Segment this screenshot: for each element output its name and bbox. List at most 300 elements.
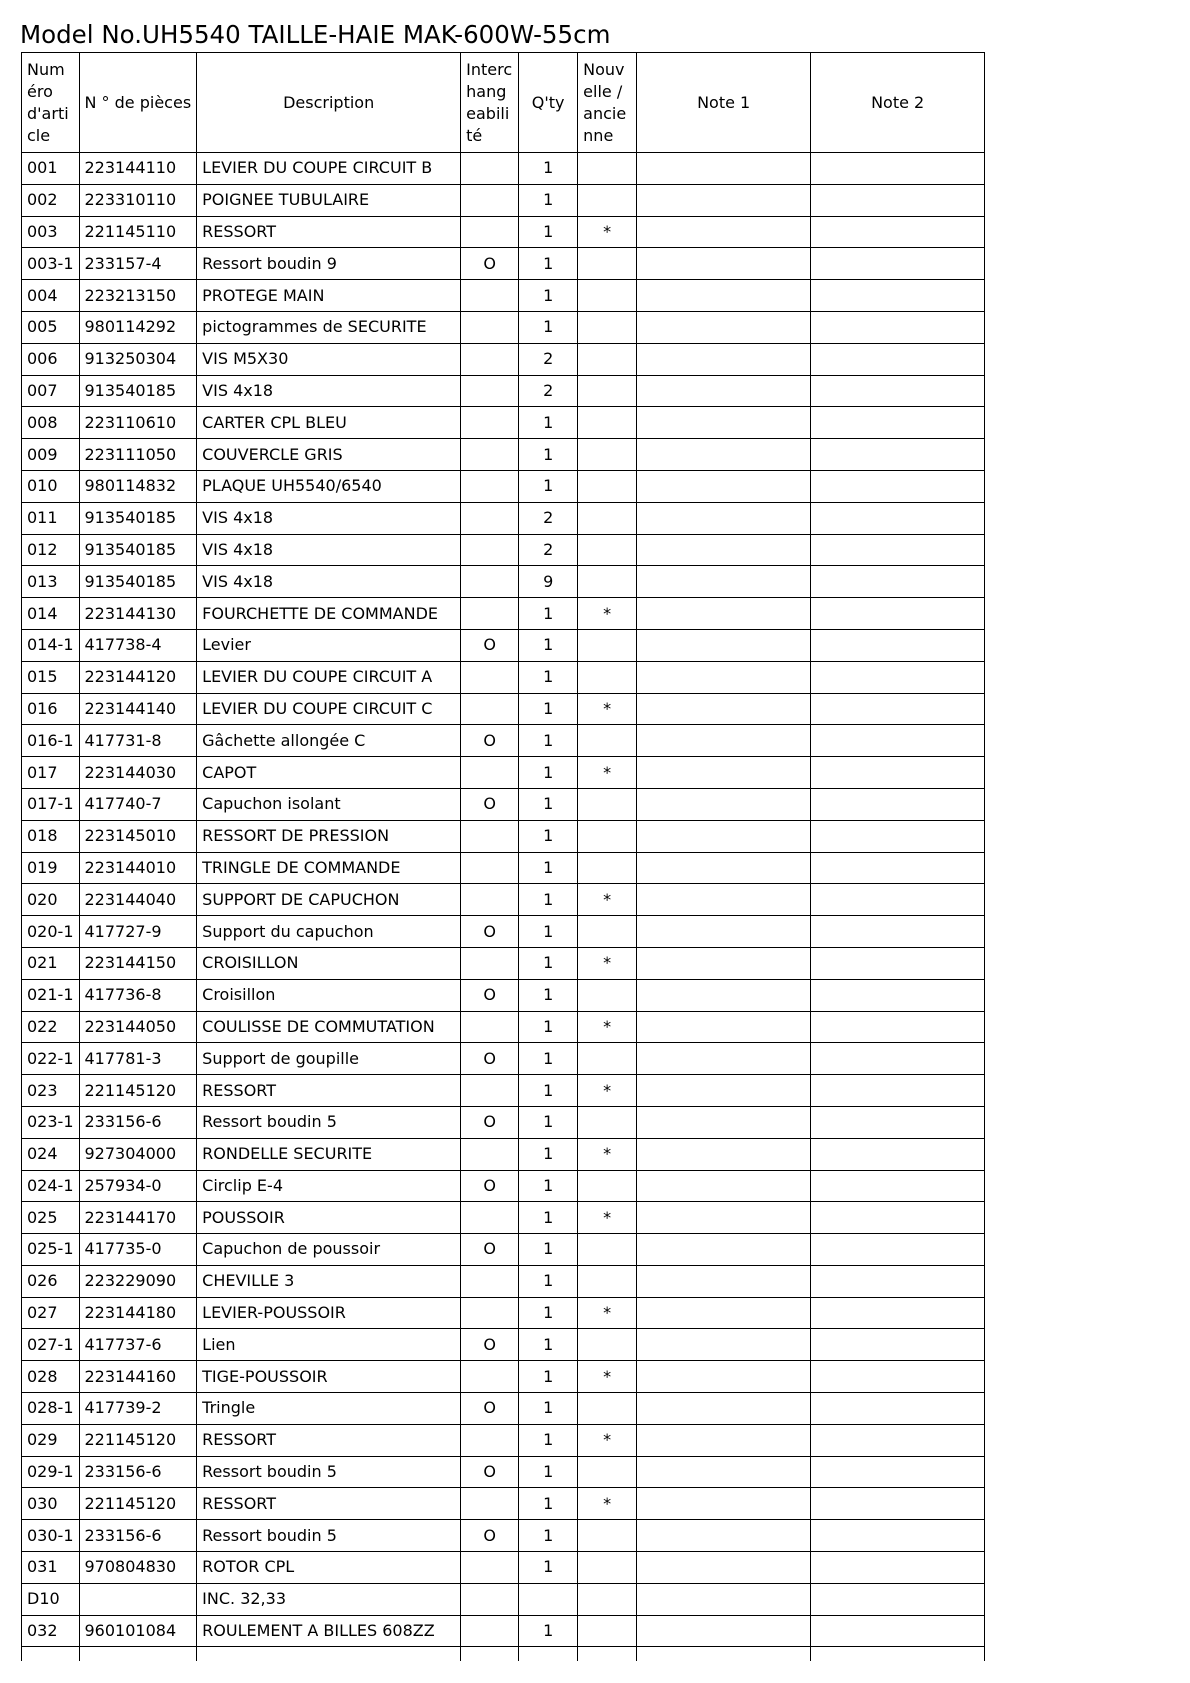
note-2-cell [811,1138,985,1170]
table-row [22,407,985,439]
table-row [22,280,985,312]
part-number-cell: 223213150 [79,280,197,312]
note-1-cell [637,1075,811,1107]
parts-table-body [22,153,985,1662]
part-number-cell: 223144160 [79,1361,197,1393]
item-number-cell: 006 [22,343,80,375]
empty-cell [519,1647,578,1662]
note-1-cell [637,1488,811,1520]
item-number-cell: 013 [22,566,80,598]
description-cell: Capuchon isolant [197,788,461,820]
note-1-cell [637,375,811,407]
part-number-cell: 913540185 [79,566,197,598]
quantity-cell: 1 [519,979,578,1011]
table-row [22,566,985,598]
interchangeability-cell: O [461,629,519,661]
new-old-cell [578,566,637,598]
part-number-cell: 970804830 [79,1552,197,1584]
quantity-cell: 1 [519,1106,578,1138]
quantity-cell: 1 [519,1361,578,1393]
quantity-cell: 1 [519,1552,578,1584]
interchangeability-cell [461,184,519,216]
part-number-cell: 223111050 [79,439,197,471]
description-cell: CROISILLON [197,947,461,979]
note-1-cell [637,1106,811,1138]
table-row [22,1234,985,1266]
note-2-cell [811,343,985,375]
note-2-cell [811,820,985,852]
note-2-cell [811,598,985,630]
note-1-cell [637,947,811,979]
table-row [22,693,985,725]
part-number-cell: 223144180 [79,1297,197,1329]
interchangeability-cell: O [461,1456,519,1488]
note-2-cell [811,1202,985,1234]
description-cell: Lien [197,1329,461,1361]
description-cell: CHEVILLE 3 [197,1265,461,1297]
note-2-cell [811,1297,985,1329]
note-2-cell [811,566,985,598]
item-number-cell: 020 [22,884,80,916]
interchangeability-cell: O [461,1170,519,1202]
interchangeability-cell [461,407,519,439]
description-cell: Support du capuchon [197,916,461,948]
quantity-cell: 1 [519,757,578,789]
quantity-cell: 1 [519,820,578,852]
description-cell: LEVIER DU COUPE CIRCUIT A [197,661,461,693]
description-cell: Ressort boudin 9 [197,248,461,280]
note-1-cell [637,1043,811,1075]
interchangeability-cell [461,852,519,884]
quantity-cell: 1 [519,598,578,630]
table-row [22,788,985,820]
note-2-cell [811,1583,985,1615]
table-row [22,1552,985,1584]
note-2-cell [811,629,985,661]
interchangeability-cell [461,216,519,248]
description-cell: TRINGLE DE COMMANDE [197,852,461,884]
note-1-cell [637,470,811,502]
note-1-cell [637,1138,811,1170]
note-2-cell [811,788,985,820]
description-cell: LEVIER-POUSSOIR [197,1297,461,1329]
note-2-cell [811,725,985,757]
table-row [22,629,985,661]
item-number-cell: 021 [22,947,80,979]
new-old-cell [578,280,637,312]
part-number-cell: 913540185 [79,375,197,407]
new-old-cell [578,1106,637,1138]
header-qty: Q'ty [519,53,578,153]
note-2-cell [811,1106,985,1138]
item-number-cell: 024 [22,1138,80,1170]
note-1-cell [637,1615,811,1647]
table-row [22,375,985,407]
description-cell: LEVIER DU COUPE CIRCUIT B [197,153,461,185]
interchangeability-cell: O [461,1393,519,1425]
item-number-cell: 027-1 [22,1329,80,1361]
description-cell: COULISSE DE COMMUTATION [197,1011,461,1043]
table-row [22,343,985,375]
table-row [22,1361,985,1393]
empty-cell [79,1647,197,1662]
part-number-cell: 223144120 [79,661,197,693]
new-old-cell [578,1234,637,1266]
quantity-cell: 2 [519,534,578,566]
item-number-cell: 029 [22,1424,80,1456]
quantity-cell: 1 [519,1138,578,1170]
interchangeability-cell [461,661,519,693]
table-row [22,1329,985,1361]
note-2-cell [811,248,985,280]
table-row [22,534,985,566]
part-number-cell: 223145010 [79,820,197,852]
description-cell: COUVERCLE GRIS [197,439,461,471]
item-number-cell: 019 [22,852,80,884]
interchangeability-cell [461,1615,519,1647]
part-number-cell: 221145120 [79,1488,197,1520]
part-number-cell: 960101084 [79,1615,197,1647]
new-old-cell [578,343,637,375]
quantity-cell: 1 [519,1043,578,1075]
table-row [22,1615,985,1647]
new-old-cell [578,788,637,820]
header-row [22,53,985,153]
new-old-cell: * [578,1138,637,1170]
note-2-cell [811,184,985,216]
table-row [22,979,985,1011]
interchangeability-cell [461,598,519,630]
interchangeability-cell [461,1552,519,1584]
note-1-cell [637,693,811,725]
item-number-cell: 011 [22,502,80,534]
item-number-cell: 030-1 [22,1520,80,1552]
quantity-cell [519,1583,578,1615]
empty-cell [461,1647,519,1662]
table-row [22,852,985,884]
note-2-cell [811,916,985,948]
quantity-cell: 2 [519,343,578,375]
item-number-cell: 001 [22,153,80,185]
new-old-cell [578,629,637,661]
header-part-no: N ° de pièces [79,53,197,153]
description-cell: INC. 32,33 [197,1583,461,1615]
description-cell: CARTER CPL BLEU [197,407,461,439]
description-cell: LEVIER DU COUPE CIRCUIT C [197,693,461,725]
table-row [22,884,985,916]
new-old-cell: * [578,1075,637,1107]
new-old-cell: * [578,1488,637,1520]
new-old-cell [578,1520,637,1552]
interchangeability-cell [461,375,519,407]
new-old-cell [578,1043,637,1075]
part-number-cell: 913250304 [79,343,197,375]
table-row [22,1583,985,1615]
part-number-cell: 223144030 [79,757,197,789]
new-old-cell [578,153,637,185]
new-old-cell [578,1552,637,1584]
table-row [22,248,985,280]
note-1-cell [637,757,811,789]
part-number-cell: 417737-6 [79,1329,197,1361]
note-1-cell [637,1393,811,1425]
note-2-cell [811,661,985,693]
note-1-cell [637,280,811,312]
note-2-cell [811,884,985,916]
header-interchangeability: Interchangeabilité [461,53,519,153]
quantity-cell: 1 [519,470,578,502]
table-row-partial [22,1647,985,1662]
description-cell: RESSORT DE PRESSION [197,820,461,852]
interchangeability-cell [461,947,519,979]
interchangeability-cell: O [461,1520,519,1552]
new-old-cell [578,916,637,948]
table-row [22,1456,985,1488]
note-1-cell [637,1202,811,1234]
interchangeability-cell: O [461,788,519,820]
part-number-cell: 417738-4 [79,629,197,661]
new-old-cell [578,1456,637,1488]
quantity-cell: 1 [519,1011,578,1043]
description-cell: RESSORT [197,1424,461,1456]
note-2-cell [811,693,985,725]
part-number-cell: 221145110 [79,216,197,248]
quantity-cell: 1 [519,1202,578,1234]
note-1-cell [637,1424,811,1456]
note-1-cell [637,979,811,1011]
note-1-cell [637,1520,811,1552]
interchangeability-cell [461,884,519,916]
description-cell: Ressort boudin 5 [197,1520,461,1552]
description-cell: RONDELLE SECURITE [197,1138,461,1170]
interchangeability-cell: O [461,916,519,948]
new-old-cell: * [578,1011,637,1043]
description-cell: VIS 4x18 [197,375,461,407]
item-number-cell: 016 [22,693,80,725]
description-cell: VIS 4x18 [197,566,461,598]
note-1-cell [637,1170,811,1202]
item-number-cell: 030 [22,1488,80,1520]
part-number-cell: 223144010 [79,852,197,884]
new-old-cell [578,979,637,1011]
table-row [22,947,985,979]
quantity-cell: 1 [519,407,578,439]
item-number-cell: 023-1 [22,1106,80,1138]
empty-cell [578,1647,637,1662]
new-old-cell: * [578,1202,637,1234]
header-description: Description [197,53,461,153]
description-cell: PROTEGE MAIN [197,280,461,312]
new-old-cell: * [578,757,637,789]
part-number-cell: 233156-6 [79,1456,197,1488]
interchangeability-cell [461,439,519,471]
part-number-cell: 223229090 [79,1265,197,1297]
part-number-cell: 417735-0 [79,1234,197,1266]
part-number-cell: 913540185 [79,534,197,566]
table-row [22,661,985,693]
quantity-cell: 1 [519,1075,578,1107]
quantity-cell: 1 [519,1170,578,1202]
note-1-cell [637,1361,811,1393]
table-row [22,470,985,502]
interchangeability-cell: O [461,1329,519,1361]
note-1-cell [637,852,811,884]
description-cell: PLAQUE UH5540/6540 [197,470,461,502]
item-number-cell: 010 [22,470,80,502]
item-number-cell: 022 [22,1011,80,1043]
table-row [22,1202,985,1234]
note-2-cell [811,852,985,884]
description-cell: FOURCHETTE DE COMMANDE [197,598,461,630]
table-row [22,502,985,534]
item-number-cell: 027 [22,1297,80,1329]
quantity-cell: 1 [519,1297,578,1329]
part-number-cell: 417736-8 [79,979,197,1011]
note-1-cell [637,248,811,280]
table-row [22,916,985,948]
interchangeability-cell: O [461,248,519,280]
header-new-old: Nouvelle / ancienne [578,53,637,153]
note-2-cell [811,1043,985,1075]
table-row [22,1075,985,1107]
note-1-cell [637,1297,811,1329]
description-cell: POIGNEE TUBULAIRE [197,184,461,216]
part-number-cell: 223144170 [79,1202,197,1234]
note-2-cell [811,470,985,502]
note-2-cell [811,375,985,407]
quantity-cell: 1 [519,947,578,979]
description-cell: Ressort boudin 5 [197,1106,461,1138]
quantity-cell: 1 [519,725,578,757]
note-2-cell [811,1456,985,1488]
new-old-cell [578,439,637,471]
table-row [22,311,985,343]
quantity-cell: 1 [519,629,578,661]
description-cell: Ressort boudin 5 [197,1456,461,1488]
quantity-cell: 1 [519,216,578,248]
part-number-cell: 223144050 [79,1011,197,1043]
interchangeability-cell [461,502,519,534]
table-row [22,153,985,185]
item-number-cell: 020-1 [22,916,80,948]
quantity-cell: 1 [519,661,578,693]
note-1-cell [637,1583,811,1615]
note-1-cell [637,598,811,630]
empty-cell [197,1647,461,1662]
note-2-cell [811,153,985,185]
part-number-cell: 257934-0 [79,1170,197,1202]
interchangeability-cell [461,566,519,598]
note-1-cell [637,1329,811,1361]
note-2-cell [811,1234,985,1266]
note-2-cell [811,280,985,312]
interchangeability-cell [461,1361,519,1393]
item-number-cell: 014-1 [22,629,80,661]
part-number-cell [79,1583,197,1615]
table-row [22,1424,985,1456]
note-1-cell [637,725,811,757]
new-old-cell [578,852,637,884]
description-cell: VIS 4x18 [197,534,461,566]
new-old-cell [578,820,637,852]
quantity-cell: 1 [519,1329,578,1361]
part-number-cell: 417739-2 [79,1393,197,1425]
item-number-cell: 009 [22,439,80,471]
interchangeability-cell [461,1202,519,1234]
note-2-cell [811,1170,985,1202]
item-number-cell: 021-1 [22,979,80,1011]
note-1-cell [637,439,811,471]
new-old-cell [578,470,637,502]
note-2-cell [811,407,985,439]
quantity-cell: 1 [519,1234,578,1266]
new-old-cell [578,248,637,280]
item-number-cell: 014 [22,598,80,630]
interchangeability-cell [461,1075,519,1107]
table-row [22,820,985,852]
table-row [22,216,985,248]
new-old-cell: * [578,216,637,248]
quantity-cell: 1 [519,439,578,471]
interchangeability-cell [461,153,519,185]
new-old-cell: * [578,1297,637,1329]
interchangeability-cell [461,757,519,789]
new-old-cell: * [578,947,637,979]
interchangeability-cell: O [461,1234,519,1266]
note-1-cell [637,566,811,598]
note-2-cell [811,979,985,1011]
new-old-cell [578,661,637,693]
item-number-cell: 026 [22,1265,80,1297]
new-old-cell: * [578,1361,637,1393]
interchangeability-cell: O [461,725,519,757]
description-cell: pictogrammes de SECURITE [197,311,461,343]
interchangeability-cell [461,820,519,852]
item-number-cell: 017-1 [22,788,80,820]
new-old-cell [578,502,637,534]
table-row [22,1138,985,1170]
item-number-cell: 028-1 [22,1393,80,1425]
quantity-cell: 1 [519,153,578,185]
new-old-cell: * [578,598,637,630]
new-old-cell [578,311,637,343]
note-1-cell [637,534,811,566]
part-number-cell: 223110610 [79,407,197,439]
item-number-cell: 025-1 [22,1234,80,1266]
table-row [22,1488,985,1520]
note-2-cell [811,1424,985,1456]
table-row [22,1170,985,1202]
item-number-cell: 003 [22,216,80,248]
interchangeability-cell [461,470,519,502]
interchangeability-cell [461,311,519,343]
table-row [22,1297,985,1329]
quantity-cell: 1 [519,788,578,820]
note-2-cell [811,1552,985,1584]
new-old-cell [578,1329,637,1361]
note-1-cell [637,502,811,534]
interchangeability-cell [461,1265,519,1297]
interchangeability-cell [461,1011,519,1043]
part-number-cell: 417781-3 [79,1043,197,1075]
item-number-cell: 023 [22,1075,80,1107]
description-cell: Capuchon de poussoir [197,1234,461,1266]
new-old-cell [578,375,637,407]
description-cell: SUPPORT DE CAPUCHON [197,884,461,916]
new-old-cell: * [578,693,637,725]
item-number-cell: 004 [22,280,80,312]
table-row [22,1265,985,1297]
